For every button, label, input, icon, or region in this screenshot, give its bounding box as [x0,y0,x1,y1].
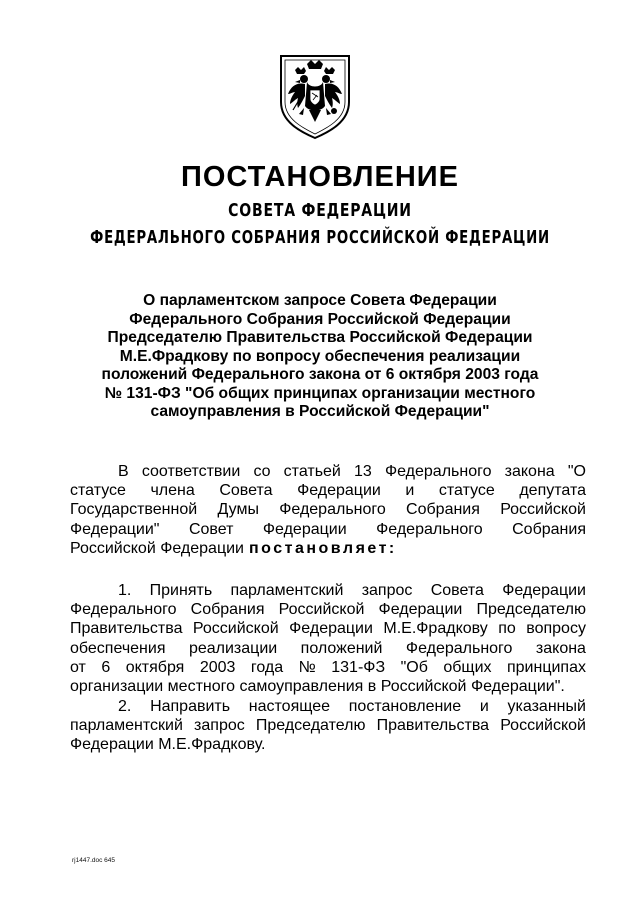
word: Федерального [279,501,386,519]
word: и [405,482,415,500]
subject-line: Федерального Собрания Российской Федерации [129,310,511,328]
word: "Об [400,658,428,676]
preamble-text: Российской Федерации [70,539,244,557]
word: Собрания [406,501,480,519]
word: запрос [361,582,413,599]
word: общих [443,658,492,676]
word: члена [150,482,195,500]
preamble-line [70,462,586,481]
subject-line: О парламентском запросе Совета Федерации [143,292,497,309]
issuer-line-2: ФЕДЕРАЛЬНОГО СОБРАНИЯ РОССИЙСКОЙ ФЕДЕРАЦИИ [90,227,550,248]
word: Собрания [512,520,586,538]
word: положений [300,639,383,657]
subject-line: № 131-ФЗ "Об общих принципах организации местного [104,384,536,402]
word: Федерального [70,601,177,619]
preamble-line [70,539,586,558]
word: 2. [118,698,132,715]
word: реализации [188,639,278,657]
word: со [253,463,271,480]
word: 131-ФЗ [331,658,386,676]
word: М.Е.Фрадкову [383,620,488,638]
file-reference: rj1447.doc 645 [72,857,116,864]
word: 6 [101,658,111,676]
word: № [298,658,316,676]
item-1-paragraph [70,581,586,696]
item-2-line [70,735,586,754]
word: 1. [118,582,132,599]
resolves-keyword: постановляет: [248,539,397,557]
item-1-line [70,619,586,638]
word: Правительства [376,717,490,735]
word: Совета [219,482,273,500]
word: парламентский [70,717,183,735]
word: Председателю [255,717,366,735]
word: Федерации [262,520,347,538]
item-1-text: организации местного самоуправления в Российской Федерации". [70,678,565,696]
word: парламентский [230,582,344,599]
word: закона [504,463,555,480]
word: запрос [194,717,245,735]
coat-of-arms-icon [271,50,359,140]
word: Российской [500,501,586,519]
word: указанный [507,698,586,715]
word: Совета [430,582,484,599]
preamble-line [70,481,586,500]
word: принципах [506,658,586,676]
word: Федерации [378,601,463,619]
word: Федерального [376,520,483,538]
word: Совет [188,520,234,538]
word: настоящее [248,698,331,715]
item-1-line [70,581,586,600]
item-2-line [70,716,586,735]
word: Федерации [289,620,373,638]
preamble-line [70,500,586,519]
word: В [118,463,129,480]
word: Федерации [502,582,586,599]
item-2-line [70,697,586,716]
word: соответствии [141,463,241,480]
item-2-paragraph [70,697,586,755]
word: Федерации [297,482,381,500]
word: статьей [283,463,341,480]
issuer-line-1: СОВЕТА ФЕДЕРАЦИИ [228,200,412,221]
word: года [250,658,284,676]
word: Российской [500,717,586,735]
document-subject [80,292,560,422]
item-2-text: Федерации М.Е.Фрадкову. [70,736,266,754]
word: Российской [278,601,365,619]
word: Правительства [70,620,183,638]
word: Принять [149,582,213,599]
word: закона [535,639,586,657]
word: по [498,620,516,638]
subject-line: Председателю Правительства Российской Федерации [107,329,533,346]
preamble-paragraph [70,462,586,558]
word: "О [567,463,586,480]
word: октября [125,658,185,676]
word: обеспечения [70,639,166,657]
word: Направить [150,698,231,715]
item-1-line [70,639,586,658]
word: 2003 [199,658,236,676]
word: депутата [519,482,586,500]
word: Думы [217,501,259,519]
word: Федерального [405,639,513,657]
document-title: ПОСТАНОВЛЕНИЕ [181,161,459,193]
item-1-line [70,658,586,677]
item-1-line [70,677,586,696]
subject-line: положений Федерального закона от 6 октября 2003 года [101,366,539,383]
word: постановление [348,698,462,715]
word: от [70,658,86,676]
word: статусе [438,482,495,500]
word: вопросу [526,620,586,638]
subject-line: М.Е.Фрадкову по вопросу обеспечения реализации [119,347,521,365]
word: Российской [192,620,279,638]
word: Председателю [476,601,586,619]
subject-line: самоуправления в Российской Федерации" [150,403,490,420]
item-1-line [70,600,586,619]
word: Федерального [384,463,492,480]
word: и [479,698,489,715]
word: Федерации" [70,520,160,538]
word: 13 [354,463,372,480]
word: Государственной [70,501,198,519]
word: статусе [70,482,126,500]
word: Собрания [190,601,265,619]
preamble-line [70,520,586,539]
